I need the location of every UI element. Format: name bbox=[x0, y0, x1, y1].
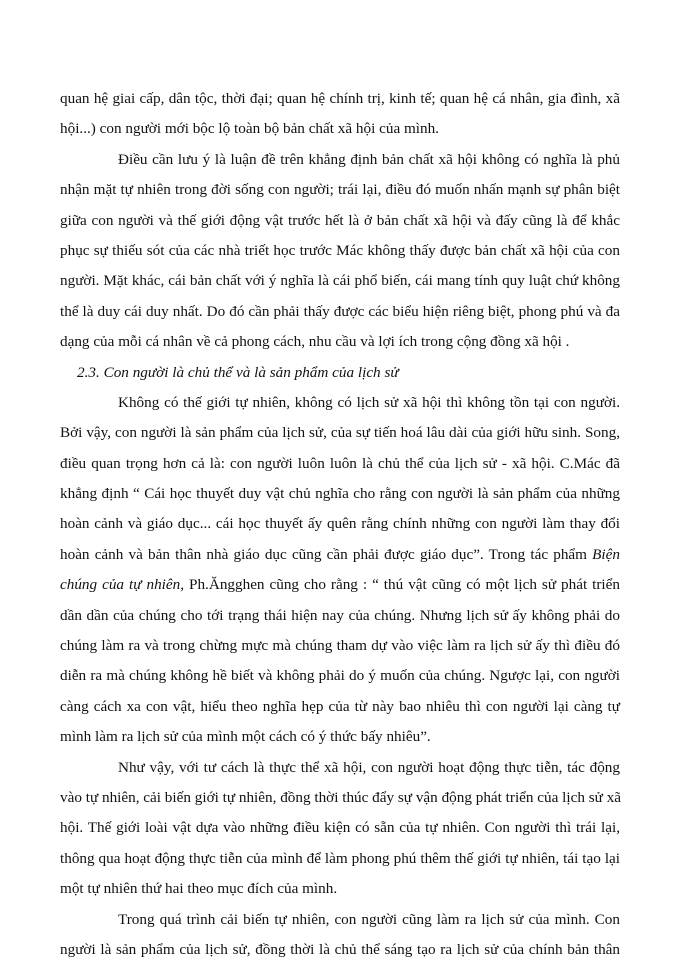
document-page bbox=[60, 84, 620, 965]
text-line bbox=[60, 297, 620, 327]
text-segment: mình làm ra lịch sử của mình một cách có ý thức bấy nhiêu”. bbox=[60, 728, 431, 746]
text-line bbox=[60, 661, 620, 691]
text-segment: điều quan trọng hơn cả là: con người luôn luôn là chủ thể của lịch sử - xã hội. C.Mác đã bbox=[60, 454, 620, 472]
text-segment: khẳng định “ Cái học thuyết duy vật chủ nghĩa cho rằng con người là sản phẩm của những bbox=[60, 485, 620, 503]
section-heading bbox=[60, 358, 620, 388]
text-line bbox=[60, 114, 620, 144]
text-segment: Điều cần lưu ý là luận đề trên khẳng định bản chất xã hội không có nghĩa là phủ bbox=[118, 150, 620, 168]
text-segment: chúng làm ra và trong chừng mực mà chúng tham dự vào việc làm ra lịch sử ấy thì điều đó bbox=[60, 637, 620, 655]
text-line bbox=[60, 479, 620, 509]
text-line bbox=[60, 601, 620, 631]
text-line bbox=[60, 145, 620, 175]
italic-title-segment: chúng của tự nhiên, bbox=[60, 576, 185, 594]
text-line bbox=[60, 266, 620, 296]
text-segment: Như vậy, với tư cách là thực thể xã hội, con người hoạt động thực tiễn, tác động bbox=[118, 758, 620, 776]
text-line bbox=[60, 388, 620, 418]
text-line bbox=[60, 327, 620, 357]
text-segment: Trong quá trình cải biến tự nhiên, con người cũng làm ra lịch sử của mình. Con bbox=[118, 910, 620, 928]
text-line bbox=[60, 358, 620, 388]
text-line bbox=[60, 844, 620, 874]
text-line bbox=[60, 206, 620, 236]
text-segment: thể là duy cái duy nhất. Do đó cần phải thấy được các biểu hiện riêng biệt, phong phú và đa bbox=[60, 302, 620, 320]
text-line bbox=[60, 175, 620, 205]
text-segment: hoàn cảnh và giáo dục... cái học thuyết ấy quên rằng chính những con người làm thay đổi bbox=[60, 515, 620, 533]
paragraph bbox=[60, 388, 620, 753]
text-line bbox=[60, 722, 620, 752]
text-segment: Không có thế giới tự nhiên, không có lịch sử xã hội thì không tồn tại con người. bbox=[118, 393, 620, 411]
text-segment: nhận mặt tự nhiên trong đời sống con người; trái lại, điều đó muốn nhấn mạnh sự phân biệt bbox=[60, 181, 620, 199]
text-line bbox=[60, 905, 620, 935]
text-segment: hội. Thế giới loài vật dựa vào những điều kiện có sẵn của tự nhiên. Con người thì trái lại, bbox=[60, 819, 620, 837]
text-line bbox=[60, 813, 620, 843]
text-segment: Ph.Ăngghen cũng cho rằng : “ thú vật cũng có một lịch sử phát triển bbox=[184, 576, 620, 594]
text-segment: quan hệ giai cấp, dân tộc, thời đại; quan hệ chính trị, kinh tế; quan hệ cá nhân, gia đình, xã bbox=[60, 90, 620, 107]
paragraph bbox=[60, 905, 620, 965]
text-line bbox=[60, 449, 620, 479]
text-line bbox=[60, 874, 620, 904]
text-segment: thông qua hoạt động thực tiễn của mình để làm phong phú thêm thế giới tự nhiên, tái tạo lại bbox=[60, 849, 620, 867]
text-line bbox=[60, 753, 620, 783]
paragraph bbox=[60, 145, 620, 358]
text-segment: hoàn cảnh và bản thân nhà giáo dục cũng cần phải được giáo dục”. Trong tác phẩm bbox=[60, 545, 593, 563]
text-line bbox=[60, 631, 620, 661]
text-line bbox=[60, 692, 620, 722]
text-segment: hội...) con người mới bộc lộ toàn bộ bản chất xã hội của mình. bbox=[60, 120, 440, 138]
text-segment: Bởi vậy, con người là sản phẩm của lịch sử, của sự tiến hoá lâu dài của giới hữu sinh. Song, bbox=[60, 424, 620, 442]
text-line bbox=[60, 236, 620, 266]
text-line bbox=[60, 935, 620, 965]
text-segment: phục sự thiếu sót của các nhà triết học trước Mác không thấy được bản chất xã hội của con bbox=[60, 241, 620, 259]
text-segment: một tự nhiên thứ hai theo mục đích của mình. bbox=[60, 880, 338, 898]
text-segment: dạng của mỗi cá nhân về cả phong cách, nhu cầu và lợi ích trong cộng đồng xã hội . bbox=[60, 333, 570, 351]
italic-title-segment: Biện bbox=[592, 545, 620, 563]
text-segment: diễn ra mà chúng không hề biết và không phải do ý muốn của chúng. Ngược lại, con người bbox=[60, 667, 620, 685]
text-line bbox=[60, 783, 620, 813]
paragraph bbox=[60, 84, 620, 145]
text-segment: dần dần của chúng cho tới trạng thái hiện nay của chúng. Nhưng lịch sử ấy không phải do bbox=[60, 606, 620, 624]
text-line bbox=[60, 84, 620, 114]
text-line bbox=[60, 570, 620, 600]
text-line bbox=[60, 418, 620, 448]
text-segment: vào tự nhiên, cải biến giới tự nhiên, đồng thời thúc đẩy sự vận động phát triển của lịch sử xã bbox=[60, 788, 622, 806]
text-segment: càng cách xa con vật, hiểu theo nghĩa hẹp của từ này bao nhiêu thì con người lại càng tự bbox=[60, 697, 620, 715]
text-line bbox=[60, 540, 620, 570]
text-segment: 2.3. Con người là chủ thể và là sản phẩm của lịch sử bbox=[77, 363, 399, 381]
paragraph bbox=[60, 753, 620, 905]
text-segment: người là sản phẩm của lịch sử, đồng thời là chủ thể sáng tạo ra lịch sử của chính bản thân bbox=[60, 940, 620, 958]
text-segment: người. Mặt khác, cái bản chất với ý nghĩa là cái phổ biến, cái mang tính quy luật chứ không bbox=[60, 272, 620, 290]
text-line bbox=[60, 509, 620, 539]
text-segment: giữa con người và thế giới động vật trước hết là ở bản chất xã hội và đấy cũng là để khắc bbox=[60, 211, 620, 229]
